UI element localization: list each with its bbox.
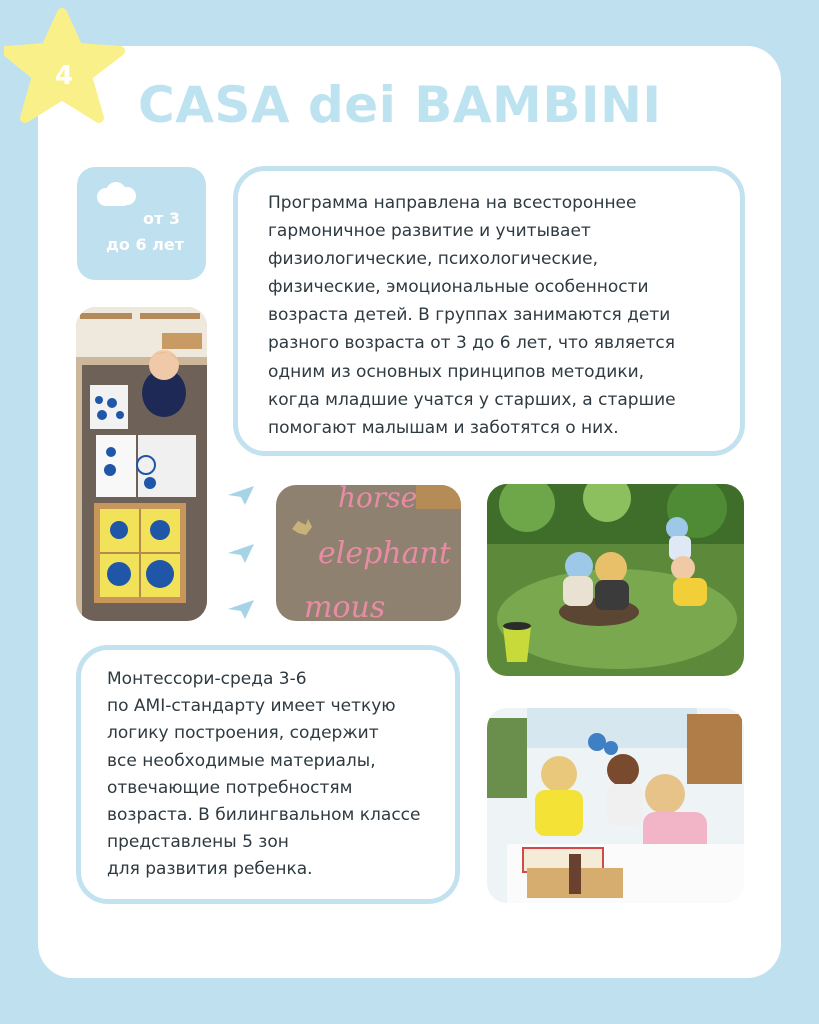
text-line: когда младшие учатся у старших, а старшие [268, 389, 676, 410]
photo-classroom-children [487, 708, 744, 903]
age-card [77, 167, 206, 280]
text-line: по AMI-стандарту имеет четкую [107, 696, 396, 717]
paper-plane-icon [227, 542, 255, 564]
environment-description [76, 645, 460, 904]
word-mouse: mous [304, 590, 386, 621]
age-to: до 6 лет [105, 235, 184, 254]
text-line: разного возраста от 3 до 6 лет, что является [268, 333, 676, 354]
text-line: все необходимые материалы, [107, 750, 376, 771]
program-description [233, 166, 745, 456]
text-line: логику построения, содержит [107, 723, 379, 744]
paper-plane-icon [227, 598, 255, 620]
text-line: физиологические, психологические, [268, 249, 598, 270]
age-from: от 3 [143, 209, 180, 228]
word-elephant: elephant [318, 536, 451, 571]
text-line: Программа направлена на всестороннее [268, 193, 637, 213]
photo-children-gardening [487, 484, 744, 676]
star-badge-icon [4, 8, 126, 126]
page-title: CASA dei BAMBINI [138, 76, 662, 134]
badge-number: 4 [54, 61, 74, 91]
text-line: для развития ребенка. [107, 859, 313, 880]
text-line: гармоничное развитие и учитывает [268, 221, 591, 242]
paper-plane-icon [227, 484, 255, 506]
text-line: представлены 5 зон [107, 832, 289, 853]
text-line: одним из основных принципов методики, [268, 361, 645, 382]
word-horse: horse [338, 485, 418, 514]
photo-child-with-circles [76, 307, 207, 621]
cloud-icon [94, 181, 138, 207]
text-line: возраста. В билингвальном классе [107, 805, 421, 826]
text-line: помогают малышам и заботятся о них. [268, 417, 619, 438]
text-line: физические, эмоциональные особенности [268, 277, 649, 298]
text-line: возраста детей. В группах занимаются дети [268, 305, 671, 326]
text-line: Монтессори-среда 3-6 [107, 669, 307, 689]
text-line: отвечающие потребностям [107, 777, 353, 798]
photo-sand-word-tray [276, 485, 461, 621]
